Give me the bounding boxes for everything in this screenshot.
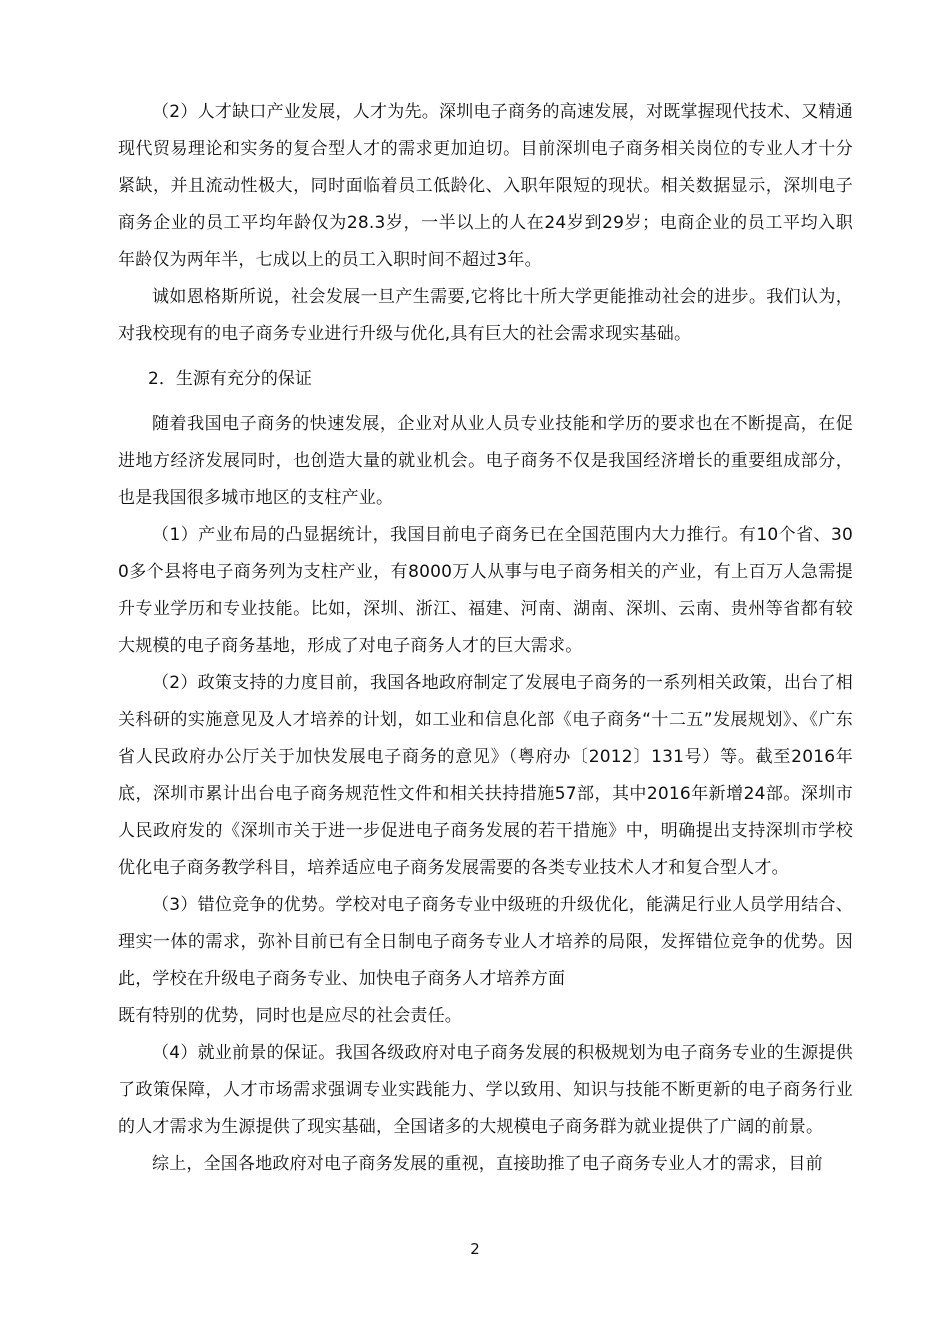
page-number: 2	[470, 1240, 480, 1258]
document-body	[118, 94, 853, 1183]
paragraph-competitive-advantage: （3）错位竞争的优势。学校对电子商务专业中级班的升级优化，能满足行业人员学用结合、理实一体的需求，弥补目前已有全日制电子商务专业人才培养的局限，发挥错位竞争的优势。因此，学校在升级电子商务专业、加快电子商务人才培养方面	[118, 895, 853, 989]
paragraph-ecommerce-development: 随着我国电子商务的快速发展，企业对从业人员专业技能和学历的要求也在不断提高，在促进地方经济发展同时，也创造大量的就业机会。电子商务不仅是我国经济增长的重要组成部分，也是我国很多城市地区的支柱产业。	[118, 414, 853, 508]
paragraph-summary: 综上，全国各地政府对电子商务发展的重视，直接助推了电子商务专业人才的需求，目前	[152, 1154, 823, 1174]
section-heading-student-source: 2．生源有充分的保证	[148, 369, 312, 389]
paragraph-employment-prospect: （4）就业前景的保证。我国各级政府对电子商务发展的积极规划为电子商务专业的生源提供了政策保障，人才市场需求强调专业实践能力、学以致用、知识与技能不断更新的电子商务行业的人才需求为生源提供了现实基础，全国诸多的大规模电子商务群为就业提供了广阔的前景。	[118, 1043, 853, 1137]
paragraph-talent-gap: （2）人才缺口产业发展，人才为先。深圳电子商务的高速发展，对既掌握现代技术、又精通现代贸易理论和实务的复合型人才的需求更加迫切。目前深圳电子商务相关岗位的专业人才十分紧缺，并且流动性极大，同时面临着员工低龄化、入职年限短的现状。相关数据显示，深圳电子商务企业的员工平均年龄仅为28.3岁，一半以上的人在24岁到29岁；电商企业的员工平均入职年龄仅为两年半，七成以上的员工入职时间不超过3年。	[118, 102, 853, 270]
paragraph-industry-layout: （1）产业布局的凸显据统计，我国目前电子商务已在全国范围内大力推行。有10个省、300多个县将电子商务列为支柱产业，有8000万人从事与电子商务相关的产业，有上百万人急需提升专业学历和专业技能。比如，深圳、浙江、福建、河南、湖南、深圳、云南、贵州等省都有较大规模的电子商务基地，形成了对电子商务人才的巨大需求。	[118, 525, 853, 656]
paragraph-policy-support: （2）政策支持的力度目前，我国各地政府制定了发展电子商务的一系列相关政策，出台了相关科研的实施意见及人才培养的计划，如工业和信息化部《电子商务“十二五”发展规划》、《广东省人民政府办公厅关于加快发展电子商务的意见》（粤府办〔2012〕131号）等。截至2016年底，深圳市累计出台电子商务规范性文件和相关扶持措施57部，其中2016年新增24部。深圳市人民政府发的《深圳市关于进一步促进电子商务发展的若干措施》中，明确提出支持深圳市学校优化电子商务教学科目，培养适应电子商务发展需要的各类专业技术人才和复合型人才。	[118, 673, 853, 878]
paragraph-engels-quote: 诚如恩格斯所说，社会发展一旦产生需要,它将比十所大学更能推动社会的进步。我们认为，对我校现有的电子商务专业进行升级与优化,具有巨大的社会需求现实基础。	[118, 287, 853, 344]
paragraph-continuation: 既有特别的优势，同时也是应尽的社会责任。	[118, 1006, 462, 1026]
